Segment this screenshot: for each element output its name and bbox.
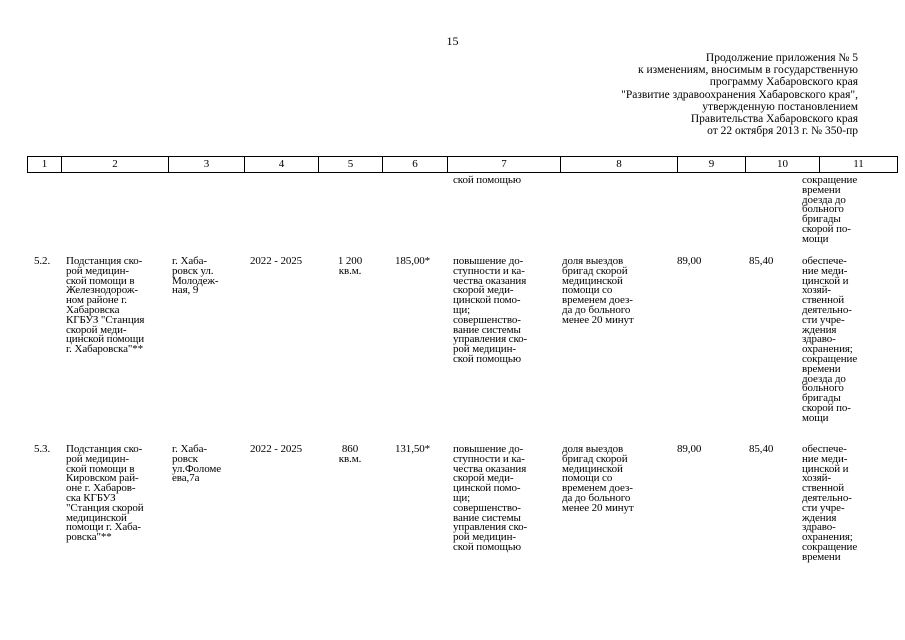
column-header: 6 — [383, 157, 448, 173]
appendix-line: программу Хабаровского края — [709, 76, 858, 89]
appendix-line: "Развитие здравоохранения Хабаровского края", — [621, 88, 858, 101]
column-header: 3 — [169, 157, 245, 173]
period: 2022 - 2025 — [250, 443, 303, 455]
value-col9: 89,00 — [677, 443, 702, 455]
goal: повышение до- ступности и ка- чества оказания скорой меди- цинской помо- щи; совершенство- вание системы управления ско- рой медицин- ской помощью — [453, 255, 528, 365]
column-header: 11 — [820, 157, 898, 173]
column-header: 10 — [746, 157, 820, 173]
column-header: 5 — [319, 157, 383, 173]
result: обеспече- ние меди- цинской и хозяй- ственной деятельно- сти учре- ждения здраво- охранения; сокращение времени — [802, 443, 858, 563]
column-header: 1 — [28, 157, 62, 173]
column-header: 8 — [561, 157, 678, 173]
appendix-heading — [498, 52, 858, 137]
column-header: 9 — [678, 157, 746, 173]
facility-address: г. Хаба- ровск ул. Молодеж- ная, 9 — [172, 255, 219, 297]
appendix-line: Правительства Хабаровского края — [690, 113, 858, 126]
capacity: 860 кв.м. — [338, 443, 362, 465]
row-number: 5.2. — [34, 255, 51, 267]
cost: 131,50* — [395, 443, 431, 455]
indicator: доля выездов бригад скорой медицинской помощи со временем доез- да до больного менее 20 минут — [562, 255, 634, 326]
result: обеспече- ние меди- цинской и хозяй- ственной деятельно- сти учре- ждения здраво- охранения; сокращение времени доезда до больного бригады скорой по- мощи — [802, 255, 858, 424]
goal: повышение до- ступности и ка- чества оказания скорой меди- цинской помо- щи; совершенство- вание системы управления ско- рой медицин- ской помощью — [453, 443, 528, 553]
capacity: 1 200 кв.м. — [337, 255, 363, 277]
row-number: 5.3. — [34, 443, 51, 455]
facility-address: г. Хаба- ровск ул.Фоломе ева,7а — [172, 443, 222, 485]
appendix-line: утвержденную постановлением — [702, 100, 858, 113]
cost: 185,00* — [395, 255, 431, 267]
facility-name: Подстанция ско- рой медицин- ской помощи в Железнодорож- ном районе г. Хабаровска КГБУЗ "Станция скорой меди- цинской помощи г. Хабаровска"** — [66, 255, 145, 356]
continuation-result: сокращение времени доезда до больного бригады скорой по- мощи — [802, 174, 858, 245]
column-header: 4 — [245, 157, 319, 173]
appendix-line: от 22 октября 2013 г. № 350-пр — [707, 125, 858, 138]
facility-name: Подстанция ско- рой медицин- ской помощи в Кировском рай- оне г. Хабаров- ска КГБУЗ "Станция скорой медицинской помощи г. Хаба- ровска"** — [66, 443, 144, 544]
period: 2022 - 2025 — [250, 255, 303, 267]
column-number-header — [27, 156, 898, 173]
value-col9: 89,00 — [677, 255, 702, 267]
indicator: доля выездов бригад скорой медицинской помощи со временем доез- да до больного менее 20 минут — [562, 443, 634, 514]
column-header: 7 — [448, 157, 561, 173]
continuation-goal: ской помощью — [453, 174, 521, 186]
appendix-line: Продолжение приложения № 5 — [705, 52, 858, 64]
value-col10: 85,40 — [749, 443, 774, 455]
appendix-line: к изменениям, вносимым в государственную — [638, 64, 858, 77]
value-col10: 85,40 — [749, 255, 774, 267]
column-header: 2 — [62, 157, 169, 173]
page-number: 15 — [446, 34, 459, 48]
